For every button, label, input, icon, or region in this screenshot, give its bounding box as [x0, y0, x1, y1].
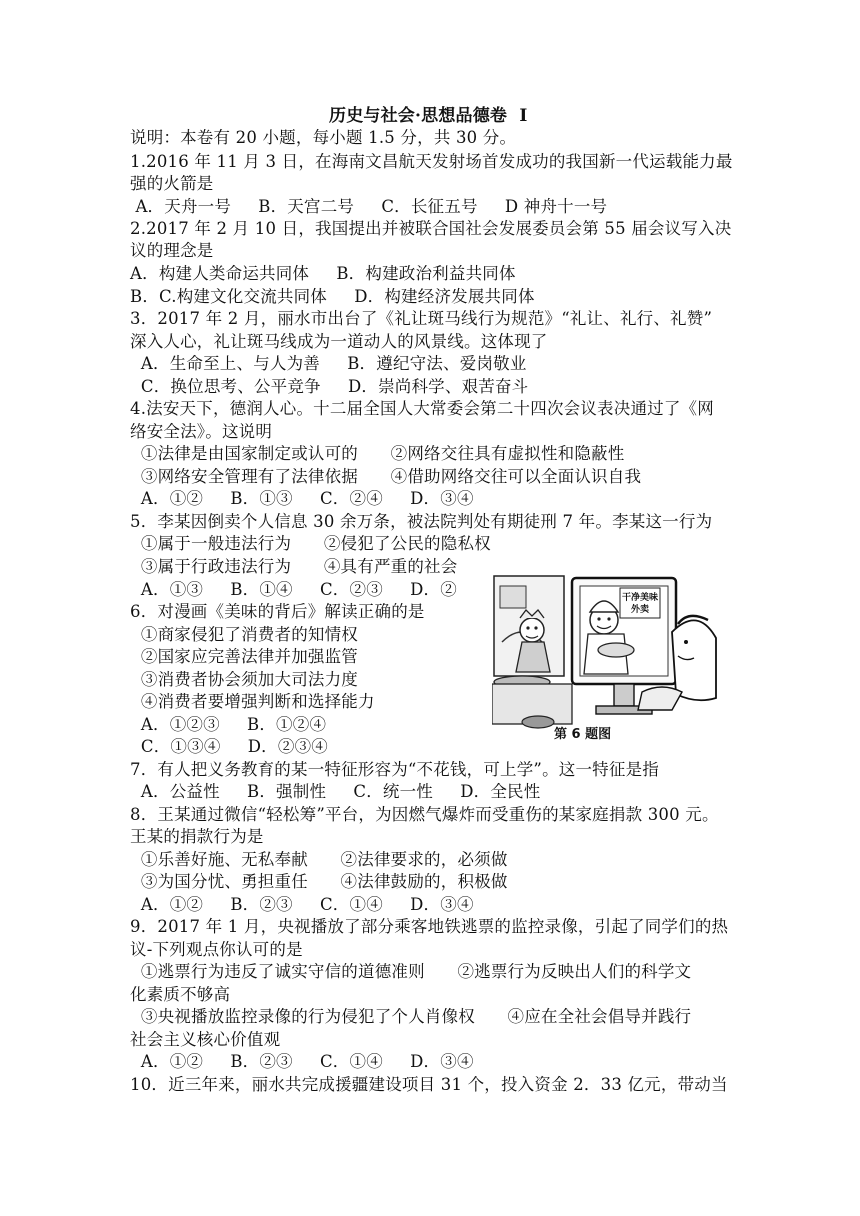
answer-options: A．①② B．②③ C．①④ D．③④ [130, 895, 474, 914]
statement-options: ③为国分忧、勇担重任 ④法律鼓励的，积极做 [130, 872, 508, 891]
answer-options: A．构建人类命运共同体 B．构建政治利益共同体 [130, 264, 516, 283]
statement-options: ③央视播放监控录像的行为侵犯了个人肖像权 ④应在全社会倡导并践行 [130, 1007, 692, 1026]
text-line: 王某的捐款行为是 [130, 827, 264, 846]
text-line: 9．2017 年 1 月，央视播放了部分乘客地铁逃票的监控录像，引起了同学们的热 [130, 917, 729, 936]
statement-option: ②国家应完善法律并加强监管 [130, 647, 358, 666]
answer-options: C．换位思考、公平竞争 D．崇尚科学、艰苦奋斗 [130, 377, 529, 396]
text-line: 深入人心，礼让斑马线成为一道动人的风景线。这体现了 [130, 332, 548, 351]
answer-options: A．①②③ B．①②④ [130, 715, 327, 734]
answer-options: B．C.构建文化交流共同体 D．构建经济发展共同体 [130, 287, 535, 306]
text-line: 1.2016 年 11 月 3 日，在海南文昌航天发射场首发成功的我国新一代运载能力最 [130, 152, 733, 171]
text-line: 6．对漫画《美味的背后》解读正确的是 [130, 602, 425, 621]
statement-option: ④消费者要增强判断和选择能力 [130, 692, 375, 711]
answer-options: A．生命至上、与人为善 B．遵纪守法、爱岗敬业 [130, 354, 527, 373]
statement-option: ③消费者协会须加大司法力度 [130, 670, 358, 689]
text-line: 2.2017 年 2 月 10 日，我国提出并被联合国社会发展委员会第 55 届会议写入决 [130, 219, 732, 238]
statement-options: ①乐善好施、无私奉献 ②法律要求的，必须做 [130, 850, 508, 869]
cartoon-figure [492, 572, 720, 744]
statement-options: ③网络安全管理有了法律依据 ④借助网络交往可以全面认识自我 [130, 467, 642, 486]
cartoon-sign-text: 干净美味 [621, 593, 659, 603]
text-line: 8．王某通过微信“轻松筹”平台，为因燃气爆炸而受重伤的某家庭捐款 300 元。 [130, 805, 719, 824]
text-line: 络安全法》。这说明 [130, 422, 273, 441]
text-line: 强的火箭是 [130, 174, 214, 193]
answer-options: A．天舟一号 B．天宫二号 C．长征五号 D 神舟十一号 [130, 197, 608, 216]
statement-option: ①商家侵犯了消费者的知情权 [130, 625, 358, 644]
figure-caption: 第 6 题图 [554, 727, 612, 742]
text-line: 4.法安天下，德润人心。十二届全国人大常委会第二十四次会议表决通过了《网 [130, 399, 714, 418]
statement-options: ①法律是由国家制定或认可的 ②网络交往具有虚拟性和隐蔽性 [130, 444, 625, 463]
text-line: 5．李某因倒卖个人信息 30 余万条，被法院判处有期徒刑 7 年。李某这一行为 [130, 512, 713, 531]
cartoon-illustration [492, 572, 720, 744]
text-line: 议-下列观点你认可的是 [130, 940, 303, 959]
statement-options: ③属于行政违法行为 ④具有严重的社会 [130, 557, 458, 576]
text-line: 化素质不够高 [130, 985, 231, 1004]
text-line: 社会主义核心价值观 [130, 1030, 281, 1049]
text-line: 议的理念是 [130, 241, 214, 260]
exam-title: 历史与社会·思想品德卷 Ⅰ [329, 106, 528, 126]
statement-options: ①逃票行为违反了诚实守信的道德准则 ②逃票行为反映出人们的科学文 [130, 962, 692, 981]
answer-options: A．①② B．①③ C．②④ D．③④ [130, 489, 474, 508]
cartoon-sign-text-2: 外卖 [630, 605, 650, 615]
instructions: 说明：本卷有 20 小题，每小题 1.5 分，共 30 分。 [130, 128, 517, 147]
text-line: 3．2017 年 2 月，丽水市出台了《礼让斑马线行为规范》“礼让、礼行、礼赞” [130, 309, 713, 328]
answer-options: A．①③ B．①④ C．②③ D．② [130, 580, 457, 599]
answer-options: C．①③④ D．②③④ [130, 737, 328, 756]
text-line: 10．近三年来，丽水共完成援疆建设项目 31 个，投入资金 2．33 亿元，带动当 [130, 1075, 728, 1094]
text-line: 7．有人把义务教育的某一特征形容为“不花钱，可上学”。这一特征是指 [130, 760, 659, 779]
answer-options: A．①② B．②③ C．①④ D．③④ [130, 1052, 474, 1071]
statement-options: ①属于一般违法行为 ②侵犯了公民的隐私权 [130, 534, 491, 553]
answer-options: A．公益性 B．强制性 C．统一性 D．全民性 [130, 782, 541, 801]
